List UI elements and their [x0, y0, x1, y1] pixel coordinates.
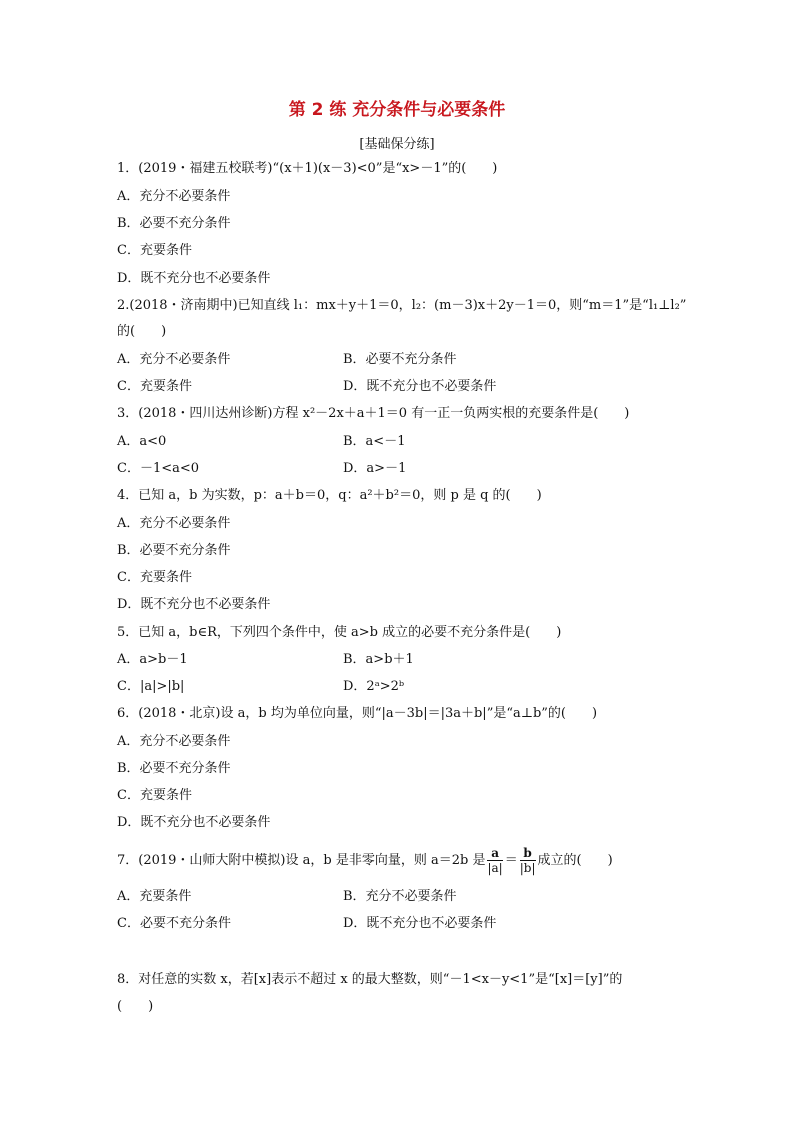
question-1-stem: 1．(2019・福建五校联考)“(x＋1)(x－3)<0”是“x>－1”的( )	[117, 161, 498, 176]
question-6-option-b: B．必要不充分条件	[117, 761, 231, 776]
question-3-stem: 3．(2018・四川达州诊断)方程 x²－2x＋a＋1＝0 有一正一负两实根的充要条件是( )	[117, 406, 630, 421]
question-1-option-a: A．充分不必要条件	[117, 189, 231, 204]
question-4-option-b: B．必要不充分条件	[117, 543, 231, 558]
question-2-option-d: D．既不充分也不必要条件	[343, 379, 497, 394]
equals-sign: ＝	[504, 853, 518, 868]
question-2-option-a: A．充分不必要条件	[117, 352, 231, 367]
question-1-option-b: B．必要不充分条件	[117, 216, 231, 231]
question-7-option-b: B．充分不必要条件	[343, 889, 457, 904]
question-6-option-c: C．充要条件	[117, 788, 192, 803]
question-2-stem-cont: 的( )	[117, 324, 167, 339]
question-5-option-b: B．a>b＋1	[343, 652, 414, 667]
fraction-a-numerator: a	[487, 846, 502, 861]
fraction-b-denominator: |b|	[519, 861, 536, 875]
fraction-b-numerator: b	[520, 846, 536, 861]
fraction-b	[520, 846, 536, 875]
question-3-option-b: B．a<－1	[343, 434, 406, 449]
question-2-option-c: C．充要条件	[117, 379, 192, 394]
question-7-stem-pre: 7．(2019・山师大附中模拟)设 a，b 是非零向量，则 a＝2b 是	[117, 853, 486, 868]
question-8-stem-cont: ( )	[117, 999, 154, 1014]
question-3-option-c: C．－1<a<0	[117, 461, 200, 476]
question-6-option-a: A．充分不必要条件	[117, 734, 231, 749]
question-2-stem: 2.(2018・济南期中)已知直线 l₁：mx＋y＋1＝0，l₂：(m－3)x＋2y－1＝0，则“m＝1”是“l₁⊥l₂”	[117, 298, 687, 313]
question-4-option-c: C．充要条件	[117, 570, 192, 585]
question-5-option-c: C．|a|>|b|	[117, 679, 185, 694]
question-7-option-c: C．必要不充分条件	[117, 916, 231, 931]
question-7-stem-post: 成立的( )	[537, 853, 613, 868]
fraction-a-denominator: |a|	[487, 861, 503, 875]
question-5-option-a: A．a>b－1	[117, 652, 188, 667]
question-1-option-d: D．既不充分也不必要条件	[117, 271, 271, 286]
question-8-stem: 8．对任意的实数 x，若[x]表示不超过 x 的最大整数，则“－1<x－y<1”是“[x]＝[y]”的	[117, 972, 623, 987]
question-1-option-c: C．充要条件	[117, 243, 192, 258]
page-subtitle: [基础保分练]	[359, 137, 435, 152]
question-7-option-a: A．充要条件	[117, 889, 192, 904]
question-6-option-d: D．既不充分也不必要条件	[117, 815, 271, 830]
page-title: 第 2 练 充分条件与必要条件	[288, 100, 506, 120]
question-7-stem	[117, 846, 613, 876]
question-3-option-a: A．a<0	[117, 434, 167, 449]
question-5-stem: 5．已知 a，b∈R，下列四个条件中，使 a>b 成立的必要不充分条件是( )	[117, 625, 562, 640]
question-3-option-d: D．a>－1	[343, 461, 407, 476]
question-4-stem: 4．已知 a，b 为实数，p：a＋b＝0，q：a²＋b²＝0，则 p 是 q 的( )	[117, 488, 542, 503]
question-5-option-d: D．2ᵃ>2ᵇ	[343, 679, 405, 694]
question-7-option-d: D．既不充分也不必要条件	[343, 916, 497, 931]
fraction-a	[487, 846, 502, 875]
question-2-option-b: B．必要不充分条件	[343, 352, 457, 367]
question-6-stem: 6．(2018・北京)设 a，b 均为单位向量，则“|a－3b|＝|3a＋b|”是“a⊥b”的( )	[117, 706, 598, 721]
question-4-option-d: D．既不充分也不必要条件	[117, 597, 271, 612]
question-4-option-a: A．充分不必要条件	[117, 516, 231, 531]
